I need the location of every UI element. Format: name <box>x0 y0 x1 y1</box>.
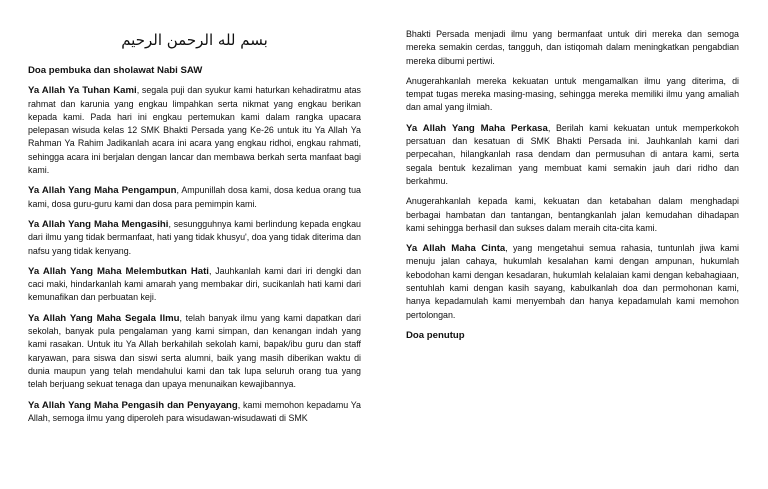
paragraph-text: Bhakti Persada menjadi ilmu yang bermanfaat untuk diri mereka dan semoga mereka semakin cerdas, tangguh, dan istiqomah dalam meningkatkan pengabdian mereka dibumi pertiwi. <box>406 29 739 66</box>
paragraph <box>406 75 739 115</box>
paragraph-bold: Ya Allah Yang Maha Pengasih dan Penyayang <box>28 399 238 411</box>
paragraph <box>28 265 361 305</box>
paragraph-text: , yang mengetahui semua rahasia, tuntunlah jiwa kami menuju jalan cahaya, hukumlah kesalahan kami dengan ampunan, hukumlah kebodohan kami dengan kesadaran, hukumlah kelalaian kami dengan kebahagiaan, sentuhlah kami dengan kasih sayang, kabulkanlah doa dan permohonan kami, hanya kepadamulah kami menyembah dan hanya kepadamulah kami memohon pertolongan. <box>406 243 739 320</box>
right-column <box>406 0 739 349</box>
paragraph-text: , segala puji dan syukur kami haturkan kehadiratmu atas rahmat dan karunia yang engkau limpahkan serta nikmat yang engkau berikan kepada kami. Pada hari ini engkau pertemukan kami dalam rangka upacara pelepasan wisuda kelas 12 SMK Bhakti Persada yang Ke-26 untuk itu Ya Allah Ya Rahman Ya Rahim Jadikanlah acara ini acara yang engkau ridhoi, engkau rahmati, sehingga acara ini berjalan dengan lancar dan membawa berkah serta manfaat bagi kami. <box>28 85 361 176</box>
paragraph <box>28 399 361 426</box>
paragraph-text: , Berilah kami kekuatan untuk memperkokoh persatuan dan kesatuan di SMK Bhakti Persada ini. Jauhkanlah kami dari perpecahan, hilangkanlah rasa dendam dan permusuhan di antara kami, serta segala bentuk kezaliman yang membuat kami semakin jauh dari ridho dan berkahmu. <box>406 122 739 186</box>
bismillah-heading: بسم لله الرحمن الرحيم <box>121 31 268 49</box>
paragraph-bold: Ya Allah Yang Maha Pengampun <box>28 185 177 197</box>
paragraph <box>28 312 361 392</box>
paragraph <box>406 242 739 322</box>
paragraph-bold: Ya Allah Ya Tuhan Kami <box>28 85 137 97</box>
paragraph-text: , Ampunillah dosa kami, dosa kedua orang tua kami, dosa guru-guru kami dan dosa para pemimpin kami. <box>28 185 361 209</box>
left-column <box>28 0 361 432</box>
paragraph-text: , kami memohon kepadamu Ya Allah, semoga ilmu yang diperoleh para wisudawan-wisudawati di SMK <box>28 399 361 423</box>
paragraph-text: , Jauhkanlah kami dari iri dengki dan caci maki, hindarkanlah kami amarah yang membakar diri, sucikanlah hati kami dari kemunafikan dan perbuatan keji. <box>28 265 361 303</box>
paragraph-bold: Ya Allah Yang Maha Mengasihi <box>28 218 169 230</box>
paragraph <box>406 195 739 235</box>
paragraph <box>406 122 739 188</box>
paragraph <box>28 84 361 177</box>
paragraph <box>28 218 361 258</box>
paragraph-text: Anugerahkanlah mereka kekuatan untuk mengamalkan ilmu yang diterima, di tempat tugas mereka masing-masing, sehingga mereka memiliki ilmu yang amaliah dan amal yang ilmiah. <box>406 75 739 113</box>
paragraph-text: , telah banyak ilmu yang kami dapatkan dari sekolah, banyak pula pengalaman yang kami simpan, dan kenangan indah yang kami rasakan. Untuk itu Ya Allah berkahilah sekolah kami, bapak/ibu guru dan staff karyawan, para siswa dan siswi serta alumni, baik yang masih diberikan waktu di dunia maupun yang telah mendahului kami dan tak lupa seluruh orang tua yang telah berjuang sekuat tenaga dan upaya menunaikan kewajibannya. <box>28 312 361 390</box>
section-title-closing: Doa penutup <box>406 329 465 341</box>
paragraph <box>406 28 739 68</box>
paragraph-bold: Ya Allah Maha Cinta <box>406 243 506 255</box>
paragraph <box>28 184 361 211</box>
paragraph-bold: Ya Allah Yang Maha Perkasa <box>406 122 548 134</box>
paragraph-text: Anugerahkanlah kepada kami, kekuatan dan ketabahan dalam menghadapi berbagai hambatan dan tantangan, bentangkanlah jalan kemudahan dihadapan kami sehingga berhasil dan sukses dalam meraih cita-cita kami. <box>406 196 739 233</box>
paragraph-bold: Ya Allah Yang Maha Melembutkan Hati <box>28 265 209 277</box>
paragraph-bold: Ya Allah Yang Maha Segala Ilmu <box>28 312 180 324</box>
section-title-opening: Doa pembuka dan sholawat Nabi SAW <box>28 65 203 76</box>
paragraph-text: , sesungguhnya kami berlindung kepada engkau dari ilmu yang tidak bermanfaat, hati yang tidak khusyu', doa yang tidak diterima dan nafsu yang tidak kenyang. <box>28 218 361 256</box>
